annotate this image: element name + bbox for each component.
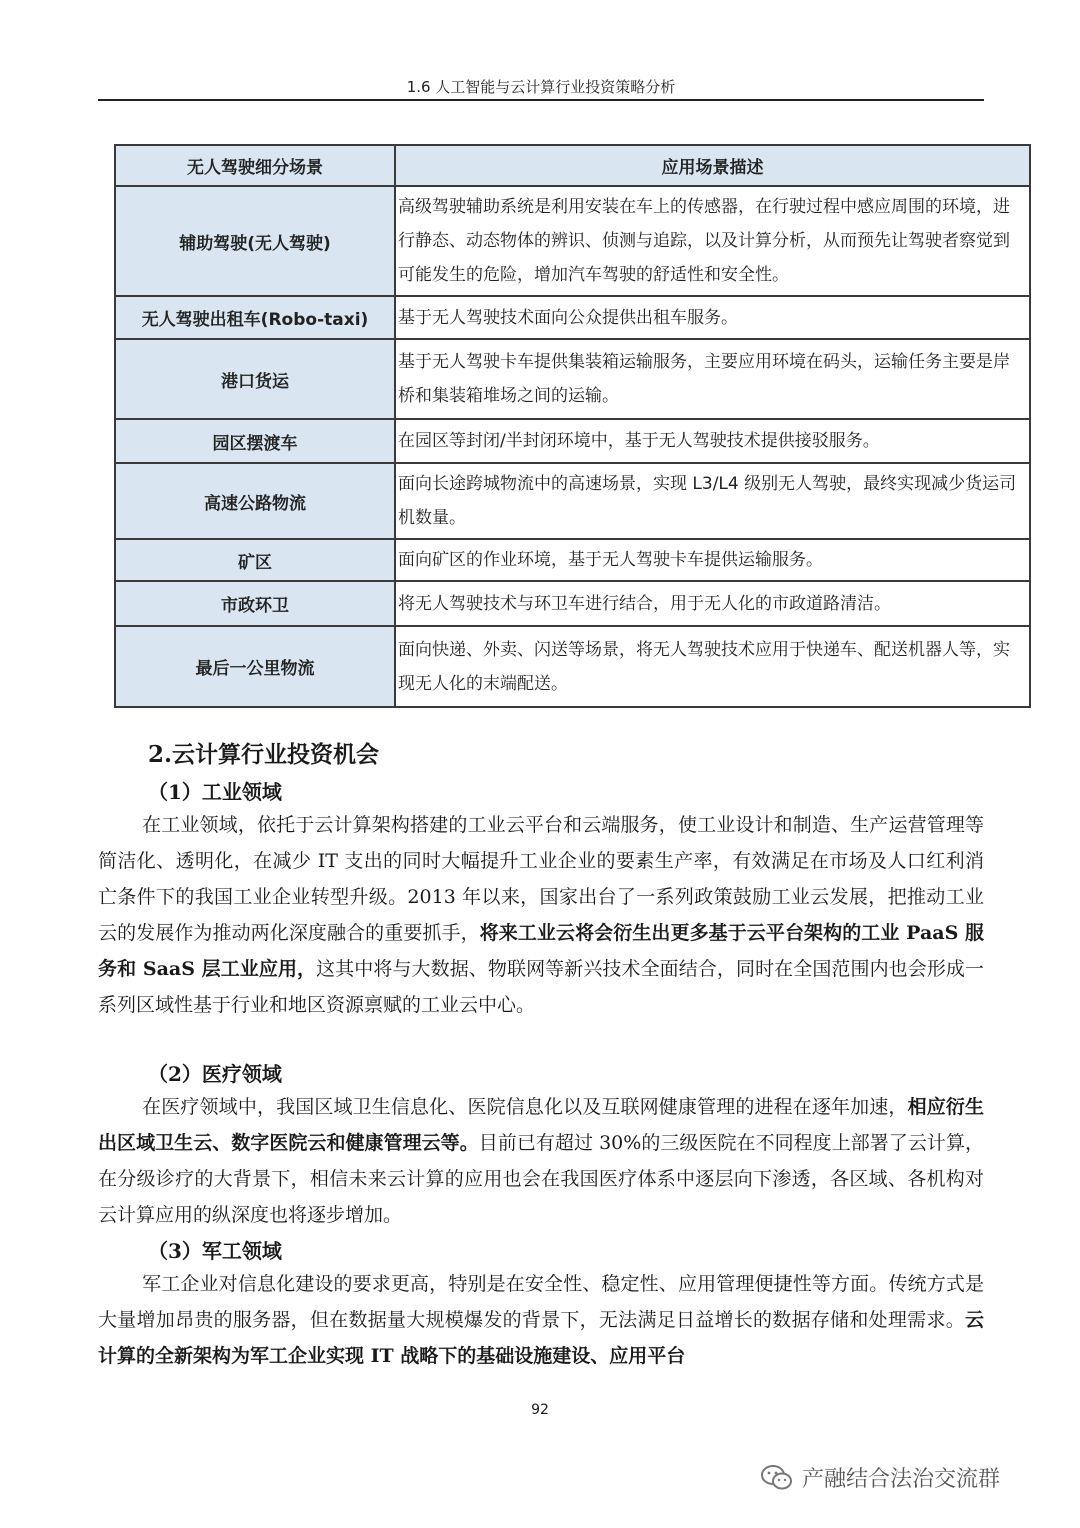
scene-cell: 市政环卫	[115, 581, 395, 626]
table-header-row	[115, 145, 1030, 186]
p3-bold: 云计算的全新架构为军工企业实现 IT 战略下的基础设施建设、应用平台	[98, 1309, 984, 1367]
desc-cell: 将无人驾驶技术与环卫车进行结合，用于无人化的市政道路清洁。	[395, 581, 1030, 626]
desc-cell: 基于无人驾驶卡车提供集装箱运输服务，主要应用环境在码头，运输任务主要是岸桥和集装箱堆场之间的运输。	[395, 339, 1030, 419]
table-row	[115, 539, 1030, 581]
wechat-icon	[760, 1463, 794, 1493]
table-row	[115, 339, 1030, 419]
desc-cell: 面向长途跨城物流中的高速场景，实现 L3/L4 级别无人驾驶，最终实现减少货运司机数量。	[395, 463, 1030, 539]
p1-text-c: 这其中将与大数据、物联网等新兴技术全面结合，同时在全国范围内也会形成一系列区域性基于行业和地区资源禀赋的工业云中心。	[98, 958, 984, 1016]
paragraph-military	[98, 1266, 984, 1374]
scene-cell: 矿区	[115, 539, 395, 581]
scene-cell: 辅助驾驶(无人驾驶)	[115, 186, 395, 296]
scene-cell: 无人驾驶出租车(Robo-taxi)	[115, 296, 395, 339]
table-row	[115, 186, 1030, 296]
desc-cell: 面向快递、外卖、闪送等场景，将无人驾驶技术应用于快递车、配送机器人等，实现无人化的末端配送。	[395, 626, 1030, 707]
header-scene: 无人驾驶细分场景	[115, 145, 395, 186]
subheading-military: （3）军工领域	[148, 1239, 282, 1263]
desc-cell: 在园区等封闭/半封闭环境中，基于无人驾驶技术提供接驳服务。	[395, 419, 1030, 463]
scene-cell: 高速公路物流	[115, 463, 395, 539]
p2-text-c: 目前已有超过 30%的三级医院在不同程度上部署了云计算，在分级诊疗的大背景下，相信未来云计算的应用也会在我国医疗体系中逐层向下渗透，各区域、各机构对云计算应用的纵深度也将逐步增加。	[98, 1132, 984, 1226]
table-row	[115, 626, 1030, 707]
p3-text-a: 军工企业对信息化建设的要求更高，特别是在安全性、稳定性、应用管理便捷性等方面。传统方式是大量增加昂贵的服务器，但在数据量大规模爆发的背景下，无法满足日益增长的数据存储和处理需求。	[98, 1273, 984, 1331]
watermark	[760, 1462, 1000, 1493]
table-row	[115, 463, 1030, 539]
scenario-table	[114, 144, 1031, 708]
subheading-medical: （2）医疗领域	[148, 1062, 282, 1086]
header-desc: 应用场景描述	[395, 145, 1030, 186]
watermark-text: 产融结合法治交流群	[802, 1467, 1001, 1492]
scene-cell: 最后一公里物流	[115, 626, 395, 707]
page-number: 92	[531, 1402, 549, 1418]
scene-cell: 园区摆渡车	[115, 419, 395, 463]
scene-cell: 港口货运	[115, 339, 395, 419]
p1-text-a: 在工业领域，依托于云计算架构搭建的工业云平台和云端服务，使工业设计和制造、生产运营管理等简洁化、透明化，在减少 IT 支出的同时大幅提升工业企业的要素生产率，有效满足在市场及人口红利消亡条件下的我国工业企业转型升级。2013 年以来，国家出台了一系列政策鼓励工业云发展，把推动工业云的发展作为推动两化深度融合的重要抓手，	[98, 814, 984, 944]
paragraph-medical	[98, 1089, 984, 1233]
desc-cell: 基于无人驾驶技术面向公众提供出租车服务。	[395, 296, 1030, 339]
table-row	[115, 581, 1030, 626]
desc-cell: 高级驾驶辅助系统是利用安装在车上的传感器，在行驶过程中感应周围的环境，进行静态、动态物体的辨识、侦测与追踪，以及计算分析，从而预先让驾驶者察觉到可能发生的危险，增加汽车驾驶的舒适性和安全性。	[395, 186, 1030, 296]
subheading-industry: （1）工业领域	[148, 780, 282, 804]
desc-cell: 面向矿区的作业环境，基于无人驾驶卡车提供运输服务。	[395, 539, 1030, 581]
p2-bold: 相应衍生出区域卫生云、数字医院云和健康管理云等。	[98, 1096, 984, 1154]
table-row	[115, 419, 1030, 463]
page-header: 1.6 人工智能与云计算行业投资策略分析	[406, 78, 676, 96]
table-row	[115, 296, 1030, 339]
p1-bold: 将来工业云将会衍生出更多基于云平台架构的工业 PaaS 服务和 SaaS 层工业应用，	[98, 922, 984, 980]
p2-text-a: 在医疗领域中，我国区域卫生信息化、医院信息化以及互联网健康管理的进程在逐年加速，	[142, 1096, 908, 1118]
header-rule	[98, 99, 984, 101]
paragraph-industry	[98, 807, 984, 1023]
section-heading: 2.云计算行业投资机会	[148, 741, 380, 768]
